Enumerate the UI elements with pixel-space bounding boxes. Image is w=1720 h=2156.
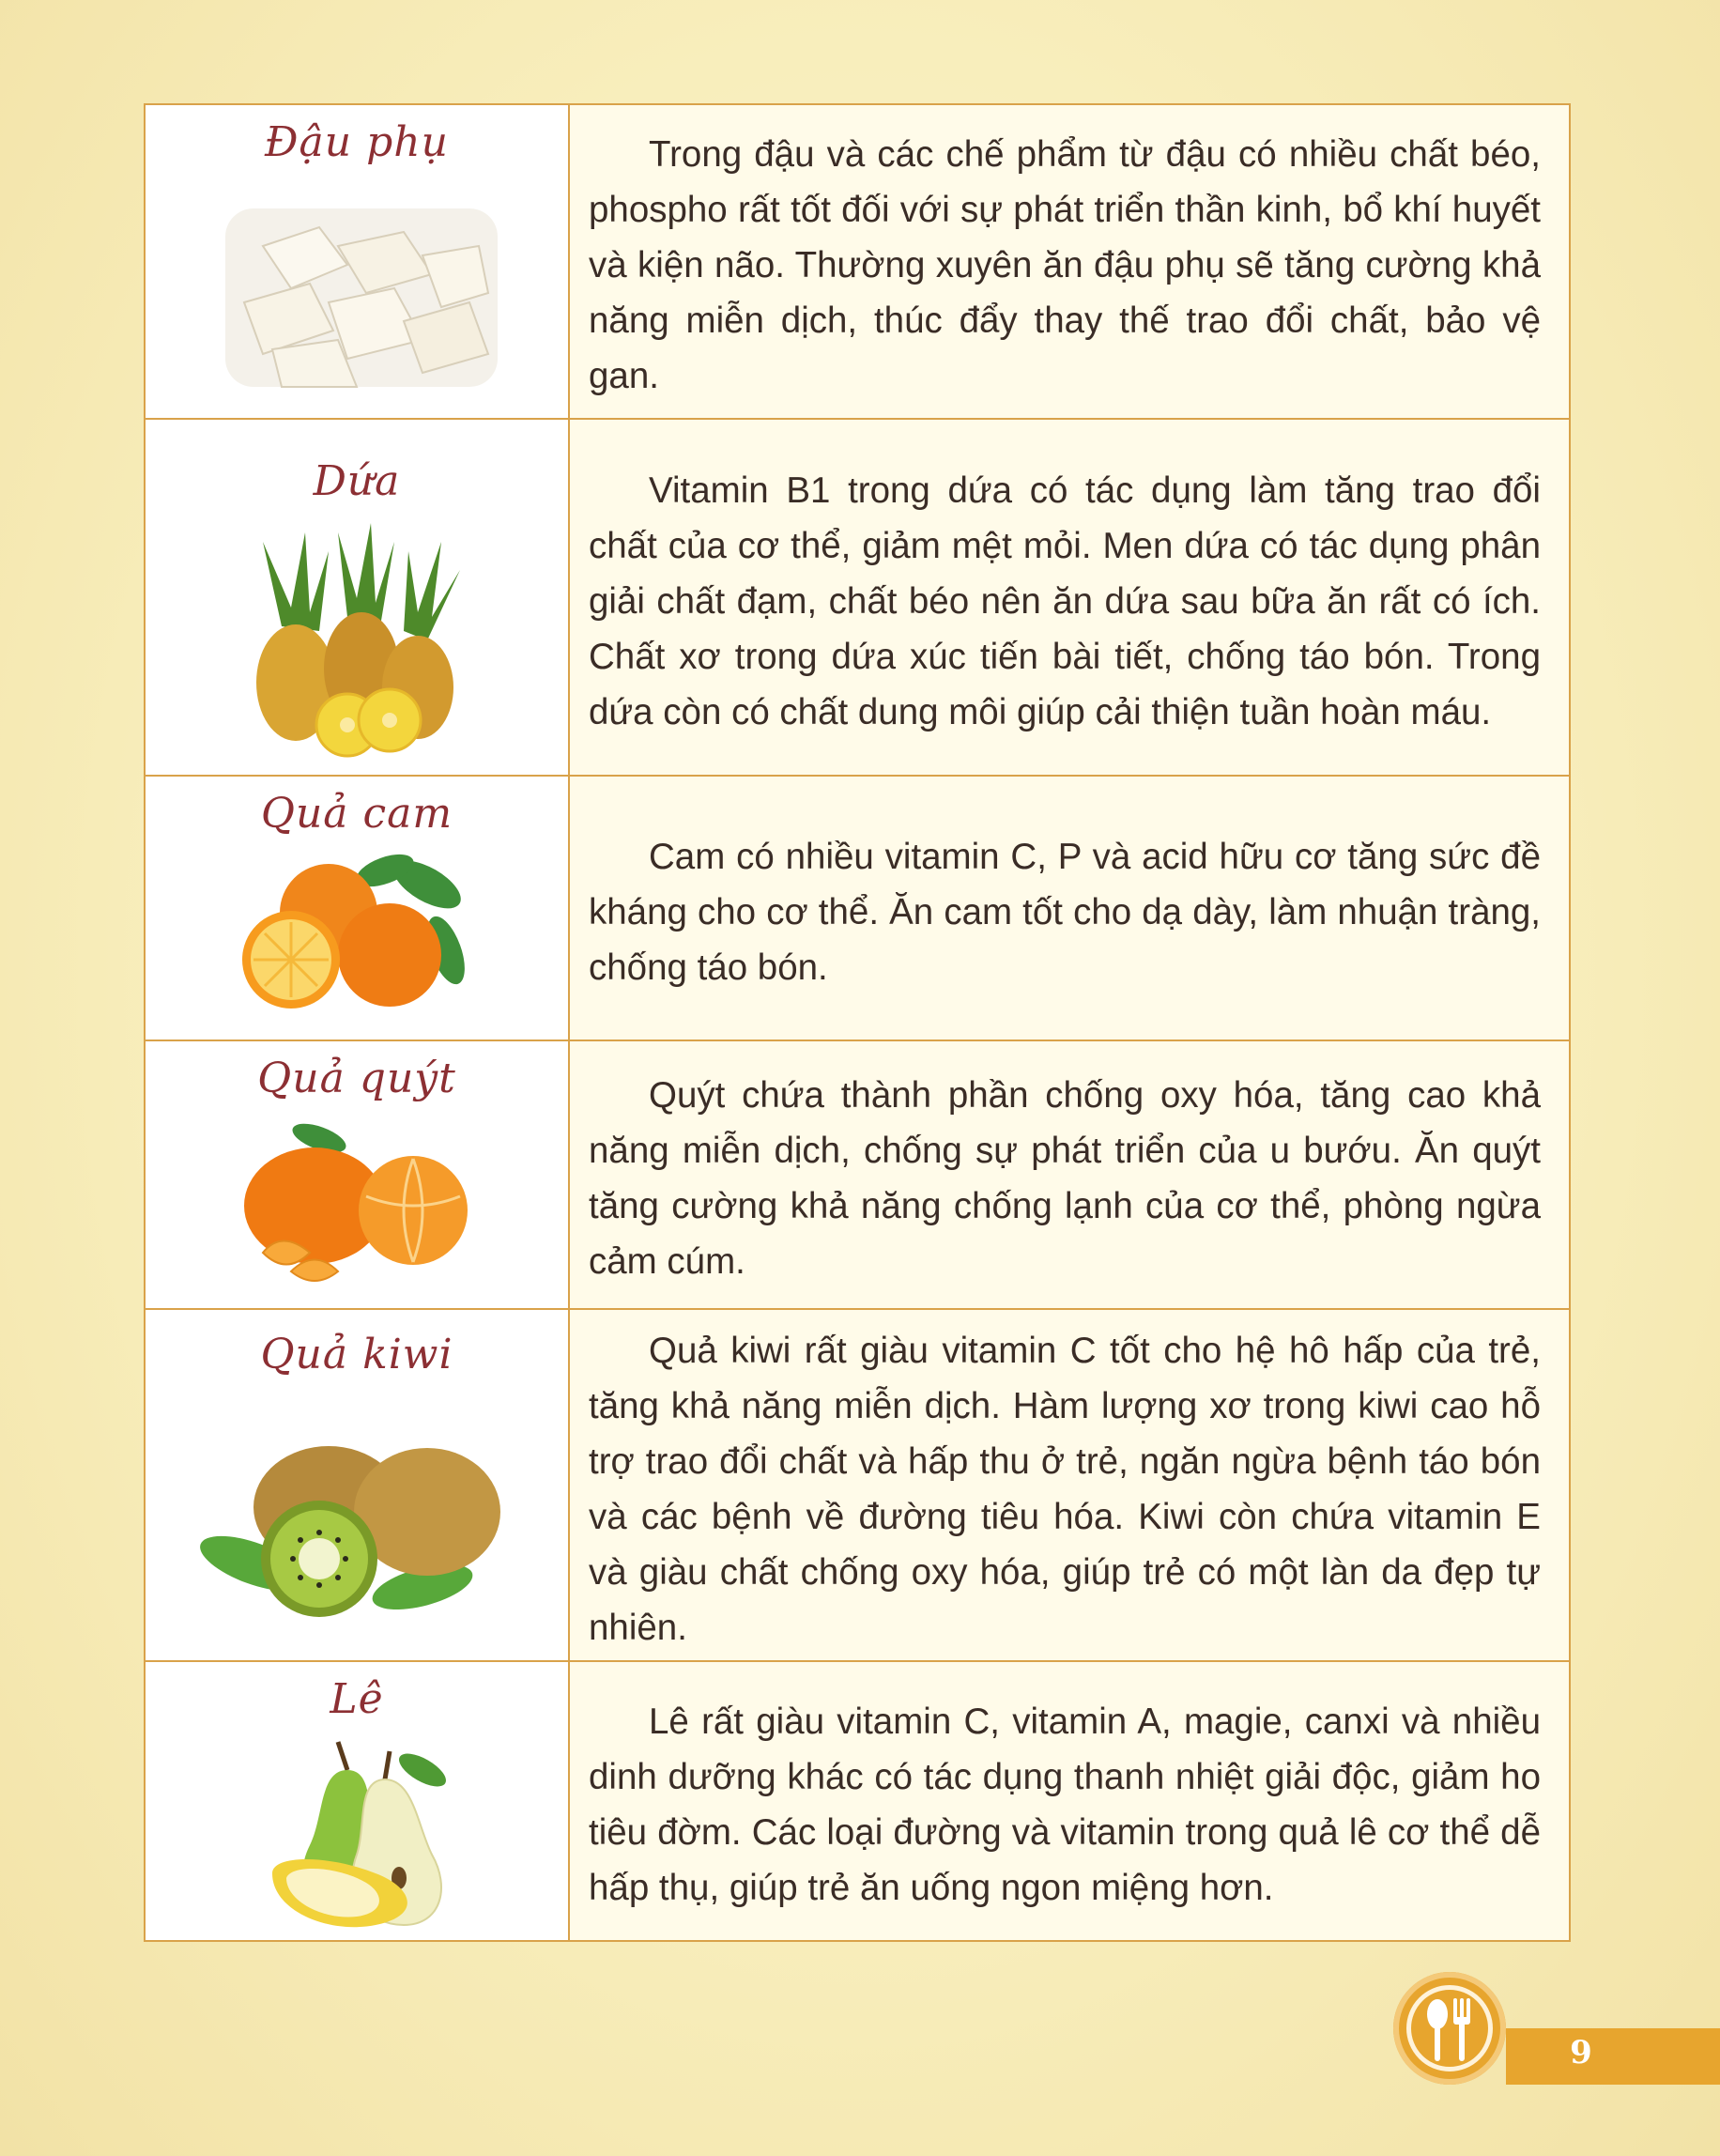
description-cell	[570, 105, 1569, 418]
description-cell	[570, 1041, 1569, 1308]
spoon-fork-icon	[1393, 1972, 1506, 2085]
mandarin-image	[225, 1112, 488, 1290]
kiwi-image	[197, 1404, 516, 1639]
pineapple-image	[216, 523, 498, 758]
food-description: Vitamin B1 trong dứa có tác dụng làm tăng trao đổi chất của cơ thể, giảm mệt mỏi. Men dứa có tác dụng phân giải chất đạm, chất béo nên ăn dứa sau bữa ăn rất có ích. Chất xơ trong dứa xúc tiến bài tiết, chống táo bón. Trong dứa còn có chất dung môi giúp cải thiện tuần hoàn máu.	[589, 470, 1541, 732]
food-description: Trong đậu và các chế phẩm từ đậu có nhiều chất béo, phospho rất tốt đối với sự phát triển thần kinh, bổ khí huyết và kiện não. Thường xuyên ăn đậu phụ sẽ tăng cường khả năng miễn dịch, thúc đẩy thay thế trao đổi chất, bảo vệ gan.	[589, 134, 1541, 396]
image-cell	[146, 105, 570, 418]
image-cell	[146, 1662, 570, 1940]
food-name: Quả quýt	[257, 1055, 456, 1102]
food-description: Quýt chứa thành phần chống oxy hóa, tăng cao khả năng miễn dịch, chống sự phát triển của u bướu. Ăn quýt tăng cường khả năng chống lạnh của cơ thể, phòng ngừa cảm cúm.	[589, 1075, 1541, 1282]
food-name: Dứa	[313, 457, 401, 505]
image-cell	[146, 777, 570, 1040]
food-name: Quả kiwi	[260, 1331, 453, 1378]
table-row	[146, 420, 1569, 777]
food-description: Quả kiwi rất giàu vitamin C tốt cho hệ hô hấp của trẻ, tăng khả năng miễn dịch. Hàm lượng xơ trong kiwi cao hỗ trợ trao đổi chất và hấp thu ở trẻ, ngăn ngừa bệnh táo bón và các bệnh về đường tiêu hóa. Kiwi còn chứa vitamin E và giàu chất chống oxy hóa, giúp trẻ có một làn da đẹp tự nhiên.	[589, 1330, 1541, 1648]
pear-image	[235, 1732, 479, 1939]
table-row	[146, 1041, 1569, 1310]
orange-image	[225, 847, 488, 1025]
image-cell	[146, 1310, 570, 1660]
table-row	[146, 1310, 1569, 1662]
image-cell	[146, 420, 570, 775]
page-badge	[1393, 1972, 1506, 2085]
food-name: Đậu phụ	[265, 118, 449, 166]
description-cell	[570, 1662, 1569, 1940]
description-cell	[570, 420, 1569, 775]
description-cell	[570, 1310, 1569, 1660]
food-table	[144, 103, 1571, 1942]
food-description: Cam có nhiều vitamin C, P và acid hữu cơ tăng sức đề kháng cho cơ thể. Ăn cam tốt cho dạ dày, làm nhuận tràng, chống táo bón.	[589, 836, 1541, 988]
table-row	[146, 1662, 1569, 1940]
food-name: Quả cam	[260, 790, 453, 838]
page-number-bar	[1506, 2028, 1720, 2085]
page-number: 9	[1570, 2034, 1592, 2071]
table-row	[146, 105, 1569, 420]
food-name: Lê	[330, 1675, 384, 1723]
image-cell	[146, 1041, 570, 1308]
table-row	[146, 777, 1569, 1041]
tofu-image	[207, 190, 507, 401]
description-cell	[570, 777, 1569, 1040]
food-description: Lê rất giàu vitamin C, vitamin A, magie, canxi và nhiều dinh dưỡng khác có tác dụng thanh nhiệt giải độc, giảm ho tiêu đờm. Các loại đường và vitamin trong quả lê cơ thể dễ hấp thụ, giúp trẻ ăn uống ngon miệng hơn.	[589, 1702, 1541, 1908]
